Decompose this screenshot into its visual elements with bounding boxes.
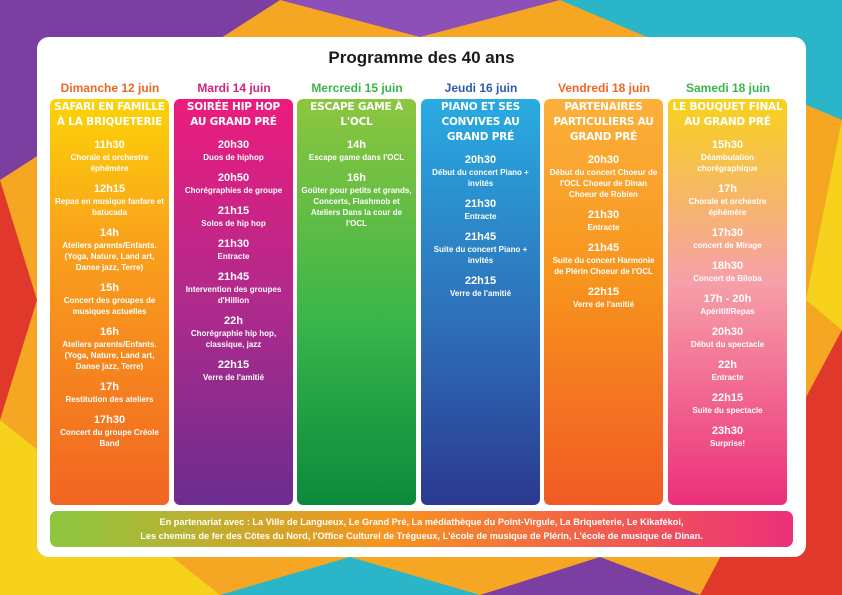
day-column-dimanche [50, 99, 169, 505]
event-description: Chorégraphies de groupe [184, 186, 283, 195]
event-item [174, 172, 293, 196]
event-item [544, 154, 663, 200]
day-label-samedi: Samedi 18 juin [685, 81, 771, 95]
event-time: 14h [100, 227, 119, 239]
event-item [50, 414, 169, 449]
event-item [668, 359, 787, 383]
event-item [544, 209, 663, 233]
partners-line-1: En partenariat avec : La Ville de Langueux, Le Grand Pré, La médiathèque du Point-Virgule, La Briqueterie, Le Kikafékoi, [159, 517, 684, 527]
event-item [50, 326, 169, 372]
event-description: Début du concert Piano + invités [432, 168, 529, 188]
event-description: Solos de hip hop [201, 219, 266, 228]
event-item [297, 139, 416, 163]
event-time: 21h45 [217, 271, 250, 283]
event-description: Entracte [464, 212, 497, 221]
column-heading: SAFARI EN FAMILLE À LA BRIQUETERIE [54, 101, 165, 128]
event-description: Surprise! [709, 439, 746, 448]
event-description: Début du concert Choeur de l'OCL Choeur de Dinan Choeur de Robien [549, 168, 658, 199]
event-description: Chorale et orchestre éphémère [70, 153, 149, 173]
event-item [668, 260, 787, 284]
event-time: 22h [224, 315, 243, 327]
event-item [668, 227, 787, 251]
partners-footer [50, 511, 793, 547]
day-column-mercredi [297, 99, 416, 505]
column-heading: SOIRÉE HIP HOP AU GRAND PRÉ [186, 101, 281, 128]
event-time: 22h15 [587, 286, 620, 298]
day-label-vendredi: Vendredi 18 juin [557, 81, 651, 95]
event-time: 20h30 [217, 139, 250, 151]
day-label-mardi: Mardi 14 juin [197, 81, 271, 95]
event-time: 22h15 [464, 275, 497, 287]
event-description: Goûter pour petits et grands, Concerts, Flashmob et Ateliers Dans la cour de l'OCL [301, 186, 412, 228]
event-description: concert de Mirage [693, 241, 762, 250]
column-heading: PIANO ET SES CONVIVES AU GRAND PRÉ [441, 101, 520, 143]
event-item [668, 392, 787, 416]
event-item [544, 286, 663, 310]
event-time: 21h30 [464, 198, 497, 210]
event-time: 16h [347, 172, 366, 184]
event-description: Chorale et orchestre éphémère [688, 197, 767, 217]
event-time: 21h30 [217, 238, 250, 250]
day-label-dimanche: Dimanche 12 juin [60, 81, 160, 95]
event-time: 15h [100, 282, 119, 294]
event-time: 20h30 [711, 326, 744, 338]
event-item [668, 425, 787, 449]
event-description: Entracte [711, 373, 744, 382]
event-description: Apéritif/Repas [700, 307, 755, 316]
event-description: Restitution des ateliers [65, 395, 154, 404]
event-item [174, 359, 293, 383]
event-time: 22h [718, 359, 737, 371]
event-time: 21h45 [464, 231, 497, 243]
day-column-jeudi [421, 99, 540, 505]
event-description: Entracte [587, 223, 620, 232]
event-item [421, 275, 540, 299]
event-description: Suite du concert Piano + invités [433, 245, 528, 265]
event-item [174, 315, 293, 350]
day-label-jeudi: Jeudi 16 juin [444, 81, 518, 95]
day-label-mercredi: Mercredi 15 juin [311, 81, 403, 95]
event-description: Verre de l'amitié [202, 373, 265, 382]
event-item [421, 154, 540, 189]
event-item [668, 326, 787, 350]
event-item [50, 139, 169, 174]
event-description: Déambulation chorégraphique [697, 153, 758, 173]
event-time: 22h15 [217, 359, 250, 371]
event-description: Verre de l'amitié [572, 300, 635, 309]
event-description: Début du spectacle [690, 340, 765, 349]
event-time: 17h30 [711, 227, 744, 239]
event-time: 21h30 [587, 209, 620, 221]
event-item [50, 183, 169, 218]
event-item [174, 139, 293, 163]
event-description: Chorégraphie hip hop, classique, jazz [190, 329, 277, 349]
event-item [50, 381, 169, 405]
event-item [174, 205, 293, 229]
event-time: 23h30 [711, 425, 744, 437]
event-time: 20h30 [587, 154, 620, 166]
event-time: 21h15 [217, 205, 250, 217]
event-time: 17h [718, 183, 737, 195]
event-description: Suite du spectacle [692, 406, 763, 415]
event-item [174, 271, 293, 306]
event-item [50, 227, 169, 273]
event-description: Concert du groupe Créole Band [60, 428, 159, 448]
event-time: 14h [347, 139, 366, 151]
event-time: 12h15 [93, 183, 126, 195]
day-column-samedi [668, 99, 787, 505]
event-description: Repas en musique fanfare et batucada [55, 197, 164, 217]
page-title: Programme des 40 ans [328, 48, 515, 67]
event-description: Concert des groupes de musiques actuelles [63, 296, 156, 316]
event-description: Intervention des groupes d'Hillion [185, 285, 282, 305]
event-description: Concert de Biloba [693, 274, 762, 283]
event-time: 15h30 [711, 139, 744, 151]
event-item [668, 293, 787, 317]
event-time: 16h [100, 326, 119, 338]
event-item [421, 231, 540, 266]
event-description: Verre de l'amitié [449, 289, 512, 298]
event-time: 22h15 [711, 392, 744, 404]
event-item [668, 183, 787, 218]
programme-card [37, 37, 806, 557]
event-time: 17h - 20h [703, 293, 752, 305]
event-item [297, 172, 416, 229]
partners-line-2: Les chemins de fer des Côtes du Nord, l'Office Culturel de Trégueux, L'école de musique de Plérin, L'école de musique de Dinan. [140, 531, 703, 541]
event-time: 17h [100, 381, 119, 393]
event-item [668, 139, 787, 174]
day-column-mardi [174, 99, 293, 505]
event-item [50, 282, 169, 317]
event-description: Escape game dans l'OCL [308, 153, 405, 162]
event-time: 17h30 [93, 414, 126, 426]
column-heading: ESCAPE GAME À L'OCL [310, 101, 403, 128]
event-time: 21h45 [587, 242, 620, 254]
column-heading: LE BOUQUET FINAL AU GRAND PRÉ [672, 101, 783, 128]
event-description: Ateliers parents/Enfants. (Yoga, Nature, Land art, Danse jazz, Terre) [62, 340, 157, 371]
event-description: Duos de hiphop [203, 153, 264, 162]
event-time: 18h30 [711, 260, 744, 272]
event-description: Ateliers parents/Enfants. (Yoga, Nature, Land art, Danse jazz, Terre) [62, 241, 157, 272]
event-item [544, 242, 663, 277]
event-time: 20h30 [464, 154, 497, 166]
event-time: 11h30 [94, 139, 125, 151]
event-description: Suite du concert Harmonie de Plérin Choeur de l'OCL [552, 256, 655, 276]
event-item [421, 198, 540, 222]
day-column-vendredi [544, 99, 663, 505]
event-description: Entracte [217, 252, 250, 261]
column-heading: PARTENAIRES PARTICULIERS AU GRAND PRÉ [553, 101, 654, 143]
event-time: 20h50 [217, 172, 250, 184]
event-item [174, 238, 293, 262]
